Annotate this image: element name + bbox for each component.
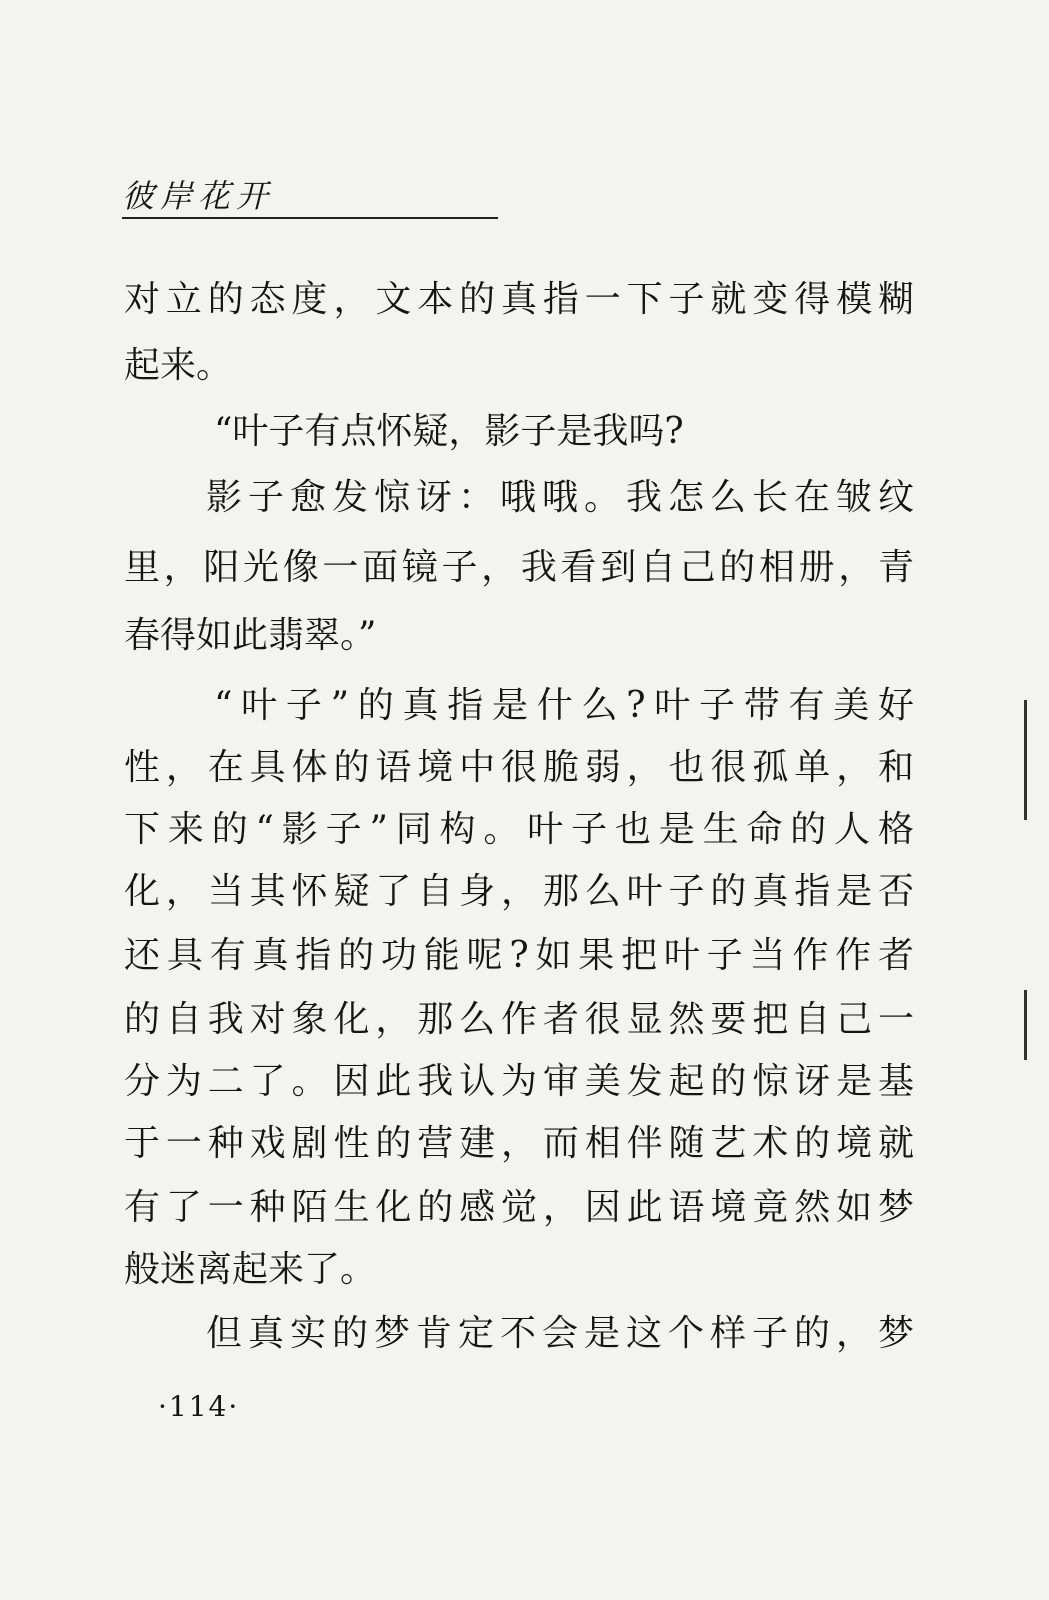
body-line-7: “叶子”的真指是什么?叶子带有美好 bbox=[214, 685, 914, 726]
running-head-title: 彼岸花开 bbox=[122, 177, 275, 215]
body-line-11: 还具有真指的功能呢?如果把叶子当作作者 bbox=[124, 935, 914, 976]
body-line-8: 性，在具体的语境中很脆弱，也很孤单，和 bbox=[124, 747, 914, 788]
body-line-16: 般迷离起来了。 bbox=[124, 1249, 377, 1290]
body-line-14: 于一种戏剧性的营建，而相伴随艺术的境就 bbox=[124, 1123, 914, 1164]
scan-edge-mark bbox=[1024, 990, 1027, 1060]
page-number: ·114· bbox=[158, 1390, 240, 1423]
body-line-2: 起来。 bbox=[124, 345, 233, 386]
body-line-12: 的自我对象化，那么作者很显然要把自己一 bbox=[124, 999, 914, 1040]
body-line-17: 但真实的梦肯定不会是这个样子的，梦 bbox=[206, 1313, 914, 1354]
scan-edge-mark bbox=[1024, 700, 1027, 820]
body-line-9: 下来的“影子”同构。叶子也是生命的人格 bbox=[124, 809, 914, 850]
body-line-4: 影子愈发惊讶：哦哦。我怎么长在皱纹 bbox=[206, 477, 914, 518]
body-line-5: 里，阳光像一面镜子，我看到自己的相册，青 bbox=[124, 547, 914, 588]
body-line-6: 春得如此翡翠。” bbox=[124, 615, 377, 656]
body-line-15: 有了一种陌生化的感觉，因此语境竟然如梦 bbox=[124, 1187, 914, 1228]
body-line-13: 分为二了。因此我认为审美发起的惊讶是基 bbox=[124, 1061, 914, 1102]
body-line-1: 对立的态度，文本的真指一下子就变得模糊 bbox=[124, 279, 914, 320]
body-line-10: 化，当其怀疑了自身，那么叶子的真指是否 bbox=[124, 871, 914, 912]
body-line-3: “叶子有点怀疑，影子是我吗? bbox=[214, 411, 684, 452]
running-head bbox=[122, 175, 498, 219]
